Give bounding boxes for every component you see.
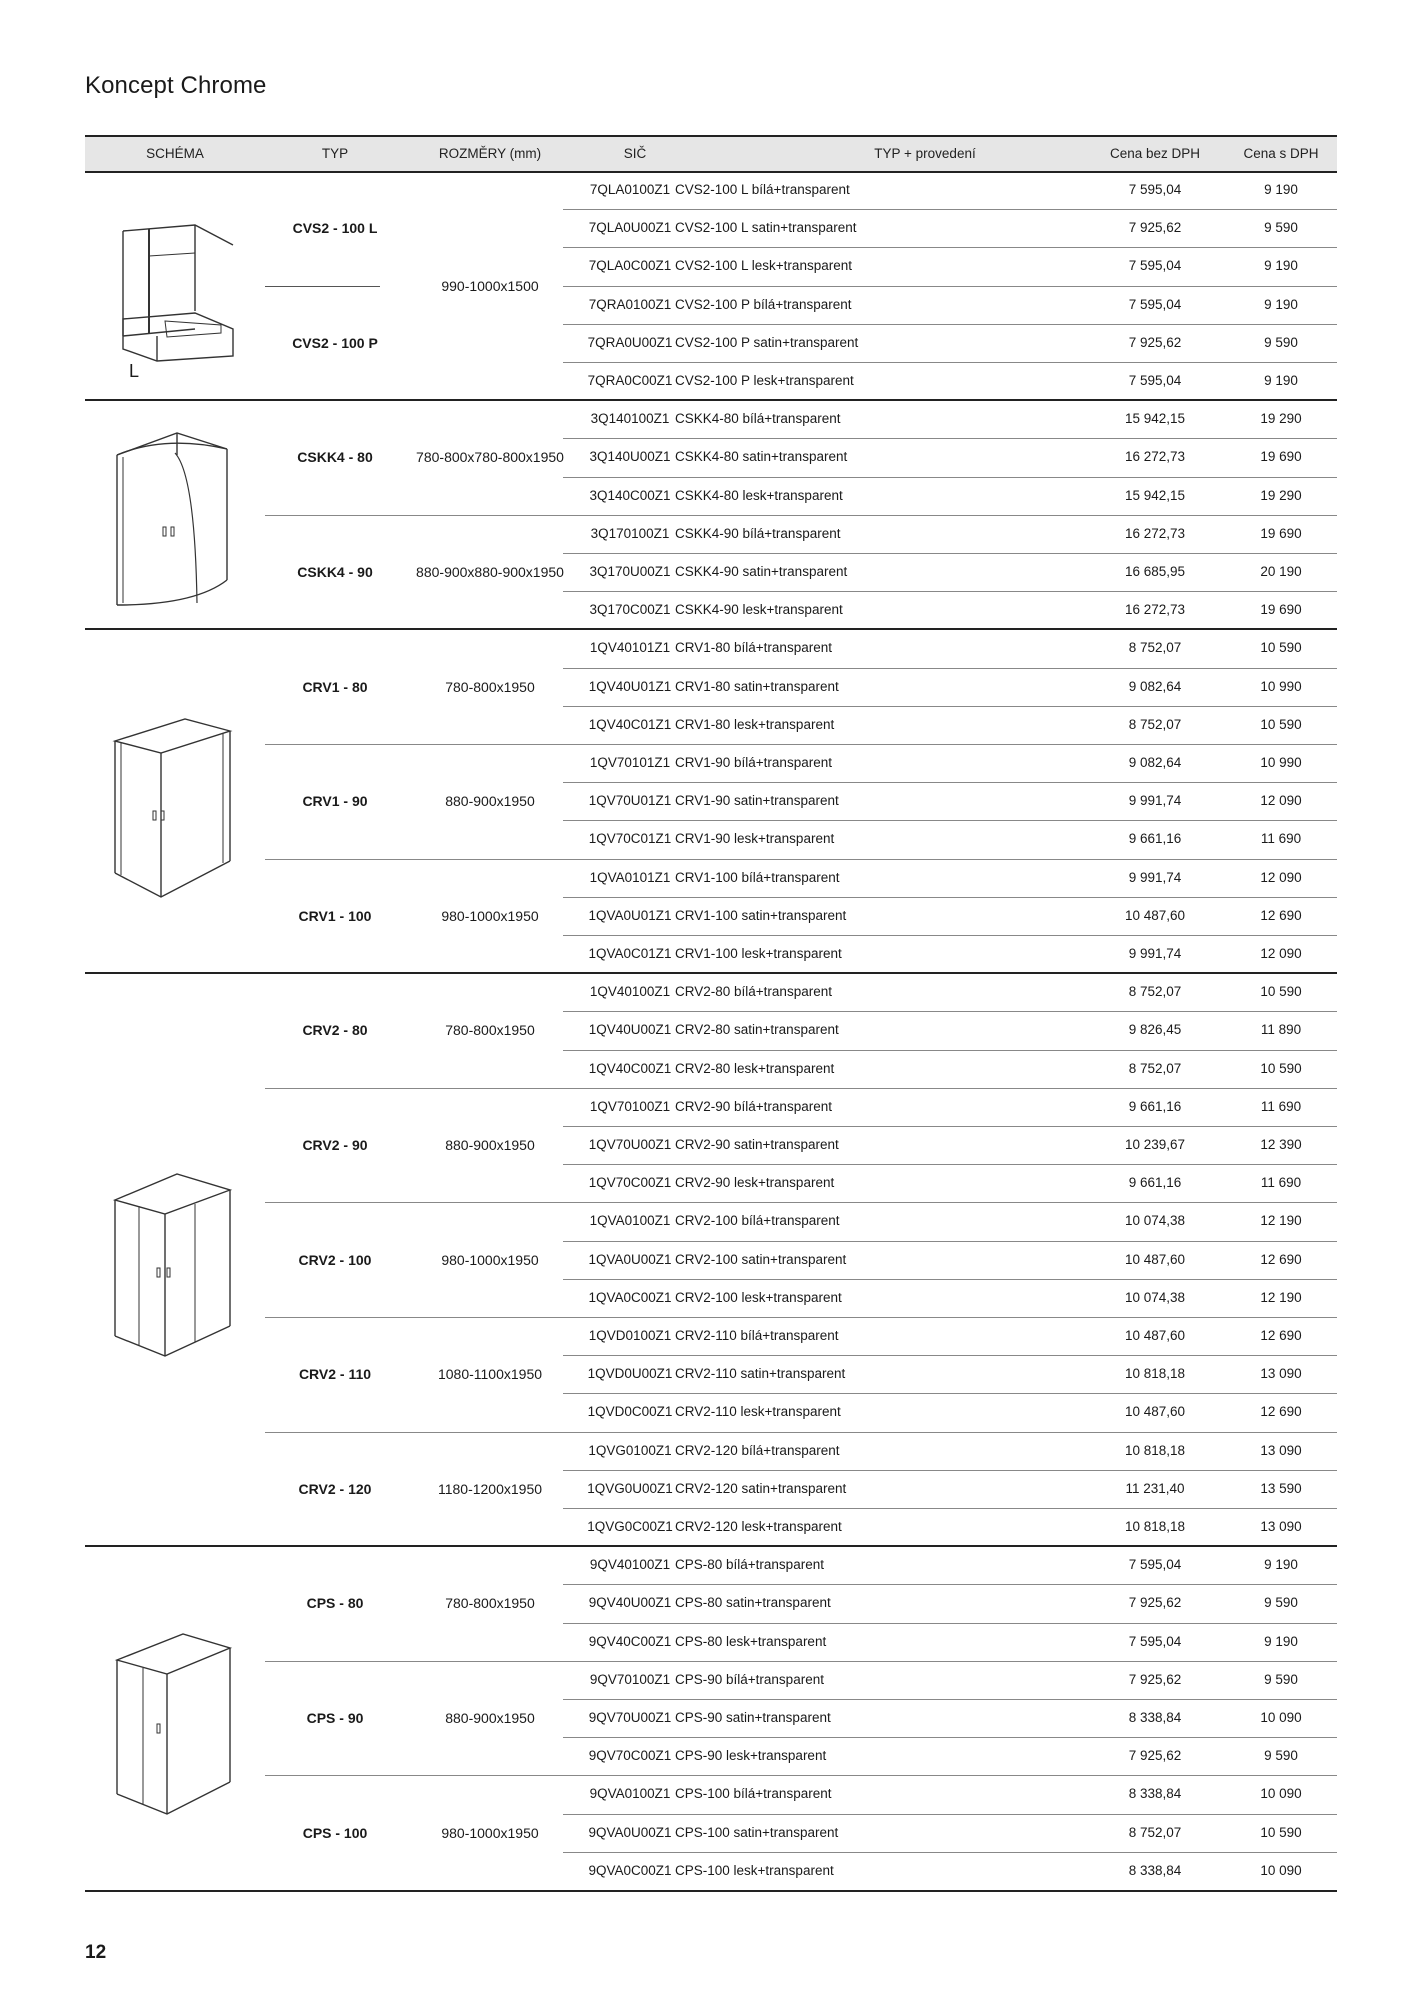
- sic-code: 7QRA0U00Z1: [587, 334, 673, 350]
- product-type: CRV2 - 120: [298, 1480, 372, 1497]
- sic-code: 1QV70C00Z1: [588, 1175, 672, 1191]
- table-row: [85, 1164, 1337, 1202]
- product-type: CRV2 - 110: [298, 1366, 372, 1383]
- sic-code: 1QV70C01Z1: [588, 831, 672, 847]
- price-with-vat: 12 190: [1260, 1213, 1302, 1229]
- table-row: [85, 1775, 1337, 1813]
- price-with-vat: 12 390: [1260, 1136, 1302, 1152]
- price-without-vat: 8 338,84: [1128, 1709, 1182, 1725]
- product-type: CPS - 80: [306, 1595, 364, 1612]
- sic-code: 1QV70U01Z1: [588, 793, 672, 809]
- price-without-vat: 10 818,18: [1124, 1366, 1186, 1382]
- sic-code: 9QV40100Z1: [589, 1557, 671, 1573]
- product-type: CPS - 100: [302, 1824, 368, 1841]
- price-without-vat: 10 487,60: [1124, 1404, 1186, 1420]
- price-with-vat: 13 090: [1260, 1366, 1302, 1382]
- table-row: [85, 1126, 1337, 1164]
- dimension-cell: 880-900x880-900x1950: [416, 564, 564, 581]
- table-row: [85, 477, 1337, 515]
- price-with-vat: 9 590: [1264, 1595, 1298, 1611]
- price-with-vat: 13 090: [1260, 1442, 1302, 1458]
- price-without-vat: 10 487,60: [1124, 907, 1186, 923]
- dimension-cell: 990-1000x1500: [441, 277, 539, 294]
- price-without-vat: 7 925,62: [1128, 1748, 1182, 1764]
- price-with-vat: 12 090: [1260, 793, 1302, 809]
- sic-code: 1QVA0C00Z1: [588, 1289, 672, 1305]
- variant-description: CVS2-100 P lesk+transparent: [675, 373, 854, 388]
- price-with-vat: 10 590: [1260, 984, 1302, 1000]
- price-with-vat: 9 590: [1264, 1748, 1298, 1764]
- price-without-vat: 9 826,45: [1128, 1022, 1182, 1038]
- variant-description: CVS2-100 L bílá+transparent: [675, 182, 850, 197]
- sic-code: 1QVD0U00Z1: [587, 1366, 673, 1382]
- variant-description: CSKK4-90 satin+transparent: [675, 563, 848, 579]
- variant-description: CRV1-90 satin+transparent: [675, 793, 839, 809]
- table-row: [85, 247, 1337, 285]
- price-without-vat: 15 942,15: [1124, 411, 1186, 427]
- price-without-vat: 7 925,62: [1128, 1595, 1182, 1611]
- variant-description: CRV2-110 lesk+transparent: [675, 1404, 841, 1420]
- price-without-vat: 11 231,40: [1125, 1480, 1185, 1496]
- dimension-cell: 980-1000x1950: [441, 1251, 539, 1268]
- table-row: [85, 1699, 1337, 1737]
- price-without-vat: 7 595,04: [1128, 1633, 1182, 1649]
- table-row: [85, 820, 1337, 858]
- sic-code: 1QVD0C00Z1: [587, 1404, 673, 1420]
- product-group: [85, 629, 1337, 973]
- sic-code: 1QV40U01Z1: [588, 678, 672, 694]
- table-row: [85, 400, 1337, 438]
- variant-description: CRV1-90 lesk+transparent: [675, 831, 835, 847]
- price-with-vat: 12 090: [1260, 945, 1302, 961]
- header-price-ex: Cena bez DPH: [1109, 146, 1201, 161]
- price-with-vat: 12 190: [1260, 1289, 1302, 1305]
- variant-description: CRV1-80 bílá+transparent: [675, 640, 832, 656]
- sic-code: 3Q140C00Z1: [589, 487, 671, 503]
- price-with-vat: 10 590: [1260, 716, 1302, 732]
- price-with-vat: 10 090: [1260, 1786, 1302, 1802]
- header-dims: ROZMĚRY (mm): [438, 146, 542, 161]
- variant-description: CRV2-110 bílá+transparent: [675, 1327, 839, 1343]
- price-without-vat: 8 338,84: [1128, 1786, 1182, 1802]
- price-with-vat: 19 690: [1260, 449, 1302, 465]
- variant-description: CVS2-100 P satin+transparent: [675, 334, 859, 350]
- variant-description: CRV1-100 satin+transparent: [675, 907, 847, 923]
- variant-description: CVS2-100 P bílá+transparent: [675, 296, 852, 312]
- price-without-vat: 7 925,62: [1128, 334, 1182, 350]
- price-without-vat: 10 818,18: [1124, 1518, 1186, 1534]
- variant-description: CRV1-90 bílá+transparent: [675, 754, 832, 770]
- price-with-vat: 19 690: [1260, 602, 1302, 618]
- variant-description: CPS-100 lesk+transparent: [675, 1862, 834, 1878]
- table-row: [85, 897, 1337, 935]
- table-row: [85, 1661, 1337, 1699]
- price-with-vat: 9 190: [1264, 258, 1298, 274]
- dimension-cell: 780-800x1950: [445, 678, 535, 695]
- variant-description: CRV2-80 satin+transparent: [675, 1022, 839, 1038]
- sic-code: 7QLA0C00Z1: [588, 258, 672, 274]
- sic-code: 7QRA0100Z1: [588, 296, 672, 312]
- price-with-vat: 13 590: [1260, 1480, 1302, 1496]
- table-row: [85, 1508, 1337, 1546]
- sic-code: 1QV70100Z1: [589, 1098, 671, 1114]
- price-without-vat: 7 595,04: [1128, 373, 1182, 388]
- price-with-vat: 12 690: [1260, 907, 1302, 923]
- table-bottom-border: [85, 1890, 1337, 1892]
- price-without-vat: 15 942,15: [1124, 487, 1186, 503]
- price-with-vat: 10 590: [1260, 640, 1302, 656]
- variant-description: CPS-90 satin+transparent: [675, 1709, 831, 1725]
- sic-code: 1QV70101Z1: [589, 754, 671, 770]
- table-row: [85, 1814, 1337, 1852]
- price-without-vat: 16 272,73: [1124, 525, 1186, 541]
- variant-description: CRV2-100 bílá+transparent: [675, 1213, 840, 1229]
- table-row: [85, 935, 1337, 973]
- table-header: [85, 135, 1337, 171]
- variant-description: CRV2-90 satin+transparent: [675, 1136, 839, 1152]
- table-row: [85, 1355, 1337, 1393]
- sic-code: 9QV40U00Z1: [588, 1595, 672, 1611]
- price-without-vat: 9 082,64: [1128, 754, 1182, 770]
- table-row: [85, 362, 1337, 400]
- price-with-vat: 9 190: [1264, 373, 1298, 388]
- price-with-vat: 19 290: [1260, 411, 1302, 427]
- header-typ: TYP: [321, 146, 349, 161]
- price-without-vat: 9 082,64: [1128, 678, 1182, 694]
- sic-code: 1QV40U00Z1: [588, 1022, 672, 1038]
- price-with-vat: 10 090: [1260, 1709, 1302, 1725]
- price-with-vat: 12 090: [1260, 869, 1302, 885]
- variant-description: CSKK4-80 satin+transparent: [675, 449, 848, 465]
- price-without-vat: 7 595,04: [1128, 182, 1182, 197]
- price-with-vat: 13 090: [1260, 1518, 1302, 1534]
- variant-description: CRV2-120 bílá+transparent: [675, 1442, 840, 1458]
- table-row: [85, 209, 1337, 247]
- header-price-inc: Cena s DPH: [1243, 146, 1319, 161]
- product-type: CRV2 - 100: [298, 1251, 372, 1268]
- table-row: [85, 286, 1337, 324]
- product-type: CRV2 - 80: [302, 1022, 368, 1039]
- variant-description: CSKK4-90 lesk+transparent: [675, 602, 843, 618]
- dimension-cell: 980-1000x1950: [441, 907, 539, 924]
- table-row: [85, 324, 1337, 362]
- variant-description: CVS2-100 L satin+transparent: [675, 220, 857, 236]
- product-type: CSKK4 - 90: [297, 564, 373, 581]
- variant-description: CPS-80 satin+transparent: [675, 1595, 831, 1611]
- price-without-vat: 8 752,07: [1128, 1060, 1182, 1076]
- variant-description: CVS2-100 L lesk+transparent: [675, 258, 852, 274]
- sic-code: 3Q140U00Z1: [589, 449, 671, 465]
- sic-code: 9QV70C00Z1: [588, 1748, 672, 1764]
- table-row: [85, 1202, 1337, 1240]
- table-row: [85, 973, 1337, 1011]
- price-with-vat: 10 090: [1260, 1862, 1302, 1878]
- table-row: [85, 1317, 1337, 1355]
- variant-description: CRV2-120 lesk+transparent: [675, 1518, 842, 1534]
- variant-description: CRV2-120 satin+transparent: [675, 1480, 847, 1496]
- table-row: [85, 438, 1337, 476]
- table-row: [85, 1623, 1337, 1661]
- price-with-vat: 20 190: [1260, 563, 1302, 579]
- page-title: Koncept Chrome: [85, 72, 267, 99]
- variant-description: CRV2-110 satin+transparent: [675, 1366, 846, 1382]
- variant-description: CSKK4-80 bílá+transparent: [675, 411, 841, 427]
- variant-description: CRV2-90 lesk+transparent: [675, 1175, 835, 1191]
- price-with-vat: 10 590: [1260, 1824, 1302, 1840]
- price-with-vat: 11 690: [1260, 1175, 1302, 1191]
- price-with-vat: 9 190: [1264, 1557, 1298, 1573]
- sic-code: 1QVD0100Z1: [588, 1327, 672, 1343]
- sic-code: 9QV40C00Z1: [588, 1633, 672, 1649]
- sic-code: 3Q140100Z1: [590, 411, 670, 427]
- price-without-vat: 8 752,07: [1128, 716, 1182, 732]
- table-row: [85, 1011, 1337, 1049]
- variant-description: CPS-80 lesk+transparent: [675, 1633, 827, 1649]
- table-row: [85, 629, 1337, 667]
- price-without-vat: 7 595,04: [1128, 1557, 1182, 1573]
- price-with-vat: 9 590: [1264, 334, 1298, 350]
- table-row: [85, 1241, 1337, 1279]
- variant-description: CRV2-100 lesk+transparent: [675, 1289, 842, 1305]
- price-with-vat: 10 990: [1260, 678, 1302, 694]
- sic-code: 1QVA0C01Z1: [588, 945, 672, 961]
- price-without-vat: 10 487,60: [1124, 1251, 1186, 1267]
- table-row: [85, 1050, 1337, 1088]
- header-schema: SCHÉMA: [146, 146, 204, 161]
- product-group: [85, 171, 1337, 400]
- price-with-vat: 10 990: [1260, 754, 1302, 770]
- variant-description: CPS-100 satin+transparent: [675, 1824, 839, 1840]
- price-without-vat: 7 925,62: [1128, 1671, 1182, 1687]
- dimension-cell: 980-1000x1950: [441, 1824, 539, 1841]
- variant-description: CSKK4-80 lesk+transparent: [675, 487, 843, 503]
- price-without-vat: 8 338,84: [1128, 1862, 1182, 1878]
- sic-code: 1QVA0U01Z1: [588, 907, 672, 923]
- price-without-vat: 9 661,16: [1128, 1098, 1182, 1114]
- sic-code: 3Q170100Z1: [590, 525, 670, 541]
- variant-description: CSKK4-90 bílá+transparent: [675, 525, 841, 541]
- product-group: [85, 973, 1337, 1546]
- table-row: [85, 668, 1337, 706]
- dimension-cell: 880-900x1950: [445, 1710, 535, 1727]
- sic-code: 9QV70100Z1: [589, 1671, 671, 1687]
- product-type: CRV1 - 80: [302, 678, 368, 695]
- dimension-cell: 1180-1200x1950: [437, 1480, 543, 1497]
- table-row: [85, 171, 1337, 209]
- product-group: [85, 1546, 1337, 1890]
- table-row: [85, 1737, 1337, 1775]
- price-without-vat: 10 074,38: [1124, 1289, 1186, 1305]
- price-with-vat: 12 690: [1260, 1251, 1302, 1267]
- sic-code: 9QVA0100Z1: [589, 1786, 671, 1802]
- table-row: [85, 859, 1337, 897]
- price-without-vat: 16 272,73: [1124, 449, 1186, 465]
- price-with-vat: 9 190: [1264, 296, 1298, 312]
- price-with-vat: 12 690: [1260, 1327, 1302, 1343]
- sic-code: 1QVA0100Z1: [589, 1213, 671, 1229]
- table-row: [85, 591, 1337, 629]
- price-without-vat: 10 239,67: [1124, 1136, 1186, 1152]
- table-row: [85, 1432, 1337, 1470]
- price-without-vat: 9 991,74: [1128, 793, 1182, 809]
- sic-code: 1QV40101Z1: [589, 640, 671, 656]
- price-without-vat: 8 752,07: [1128, 640, 1182, 656]
- variant-description: CRV1-100 lesk+transparent: [675, 945, 842, 961]
- price-without-vat: 9 991,74: [1128, 869, 1182, 885]
- header-sic: SIČ: [623, 146, 647, 161]
- variant-description: CRV1-80 satin+transparent: [675, 678, 839, 694]
- price-without-vat: 7 595,04: [1128, 296, 1182, 312]
- price-without-vat: 9 661,16: [1128, 1175, 1182, 1191]
- price-with-vat: 19 290: [1260, 487, 1302, 503]
- sic-code: 1QV40C01Z1: [588, 716, 672, 732]
- sic-code: 1QV40100Z1: [589, 984, 671, 1000]
- sic-code: 1QVG0100Z1: [588, 1442, 672, 1458]
- table-row: [85, 744, 1337, 782]
- table-row: [85, 1852, 1337, 1890]
- price-without-vat: 10 818,18: [1124, 1442, 1186, 1458]
- variant-description: CPS-90 lesk+transparent: [675, 1748, 827, 1764]
- sic-code: 1QV40C00Z1: [588, 1060, 672, 1076]
- dimension-cell: 880-900x1950: [445, 1137, 535, 1154]
- price-without-vat: 8 752,07: [1128, 984, 1182, 1000]
- dimension-cell: 780-800x1950: [445, 1595, 535, 1612]
- table-row: [85, 706, 1337, 744]
- variant-description: CRV2-90 bílá+transparent: [675, 1098, 832, 1114]
- table-row: [85, 1393, 1337, 1431]
- price-with-vat: 9 190: [1264, 1633, 1298, 1649]
- price-without-vat: 7 595,04: [1128, 258, 1182, 274]
- product-type: CRV1 - 90: [302, 793, 368, 810]
- product-type: CVS2 - 100 L: [292, 220, 378, 237]
- variant-description: CPS-80 bílá+transparent: [675, 1557, 824, 1573]
- product-type: CRV2 - 90: [302, 1137, 368, 1154]
- sic-code: 9QVA0U00Z1: [588, 1824, 672, 1840]
- variant-description: CRV1-80 lesk+transparent: [675, 716, 835, 732]
- table-row: [85, 782, 1337, 820]
- sic-code: 9QV70U00Z1: [588, 1709, 672, 1725]
- price-without-vat: 7 925,62: [1128, 220, 1182, 236]
- price-with-vat: 9 590: [1264, 220, 1298, 236]
- price-with-vat: 9 190: [1264, 182, 1298, 197]
- dimension-cell: 880-900x1950: [445, 793, 535, 810]
- price-with-vat: 10 590: [1260, 1060, 1302, 1076]
- sic-code: 7QLA0100Z1: [589, 182, 671, 197]
- page-number: 12: [85, 1942, 107, 1963]
- product-type: CSKK4 - 80: [297, 449, 373, 466]
- variant-description: CRV2-80 bílá+transparent: [675, 984, 832, 1000]
- sic-code: 9QVA0C00Z1: [588, 1862, 672, 1878]
- variant-description: CRV1-100 bílá+transparent: [675, 869, 840, 885]
- price-with-vat: 11 890: [1260, 1022, 1302, 1038]
- price-without-vat: 9 661,16: [1128, 831, 1182, 847]
- price-without-vat: 8 752,07: [1128, 1824, 1182, 1840]
- table-row: [85, 1470, 1337, 1508]
- sic-code: 1QVA0U00Z1: [588, 1251, 672, 1267]
- sic-code: 3Q170C00Z1: [589, 602, 671, 618]
- table-row: [85, 1584, 1337, 1622]
- dimension-cell: 780-800x780-800x1950: [416, 449, 564, 466]
- price-with-vat: 19 690: [1260, 525, 1302, 541]
- price-with-vat: 11 690: [1260, 831, 1302, 847]
- price-with-vat: 12 690: [1260, 1404, 1302, 1420]
- price-without-vat: 9 991,74: [1128, 945, 1182, 961]
- sic-code: 7QRA0C00Z1: [587, 373, 673, 388]
- table-row: [85, 1279, 1337, 1317]
- table-row: [85, 1546, 1337, 1584]
- price-with-vat: 11 690: [1260, 1098, 1302, 1114]
- sic-code: 7QLA0U00Z1: [588, 220, 672, 236]
- variant-description: CRV2-100 satin+transparent: [675, 1251, 847, 1267]
- variant-description: CPS-90 bílá+transparent: [675, 1671, 824, 1687]
- table-row: [85, 515, 1337, 553]
- product-type: CPS - 90: [306, 1710, 364, 1727]
- price-with-vat: 9 590: [1264, 1671, 1298, 1687]
- price-without-vat: 10 487,60: [1124, 1327, 1186, 1343]
- sic-code: 1QVG0U00Z1: [587, 1480, 673, 1496]
- product-type: CRV1 - 100: [298, 907, 372, 924]
- price-without-vat: 16 272,73: [1124, 602, 1186, 618]
- sic-code: 1QVA0101Z1: [589, 869, 671, 885]
- variant-description: CPS-100 bílá+transparent: [675, 1786, 832, 1802]
- schema-label: L: [129, 360, 140, 381]
- table-row: [85, 1088, 1337, 1126]
- product-type: CVS2 - 100 P: [292, 334, 378, 351]
- sic-code: 3Q170U00Z1: [589, 563, 671, 579]
- variant-description: CRV2-80 lesk+transparent: [675, 1060, 835, 1076]
- price-without-vat: 16 685,95: [1124, 563, 1186, 579]
- product-group: [85, 400, 1337, 629]
- dimension-cell: 1080-1100x1950: [437, 1366, 543, 1383]
- price-without-vat: 10 074,38: [1124, 1213, 1186, 1229]
- sic-code: 1QVG0C00Z1: [587, 1518, 673, 1534]
- header-desc: TYP + provedení: [874, 146, 976, 161]
- table-row: [85, 553, 1337, 591]
- dimension-cell: 780-800x1950: [445, 1022, 535, 1039]
- sic-code: 1QV70U00Z1: [588, 1136, 672, 1152]
